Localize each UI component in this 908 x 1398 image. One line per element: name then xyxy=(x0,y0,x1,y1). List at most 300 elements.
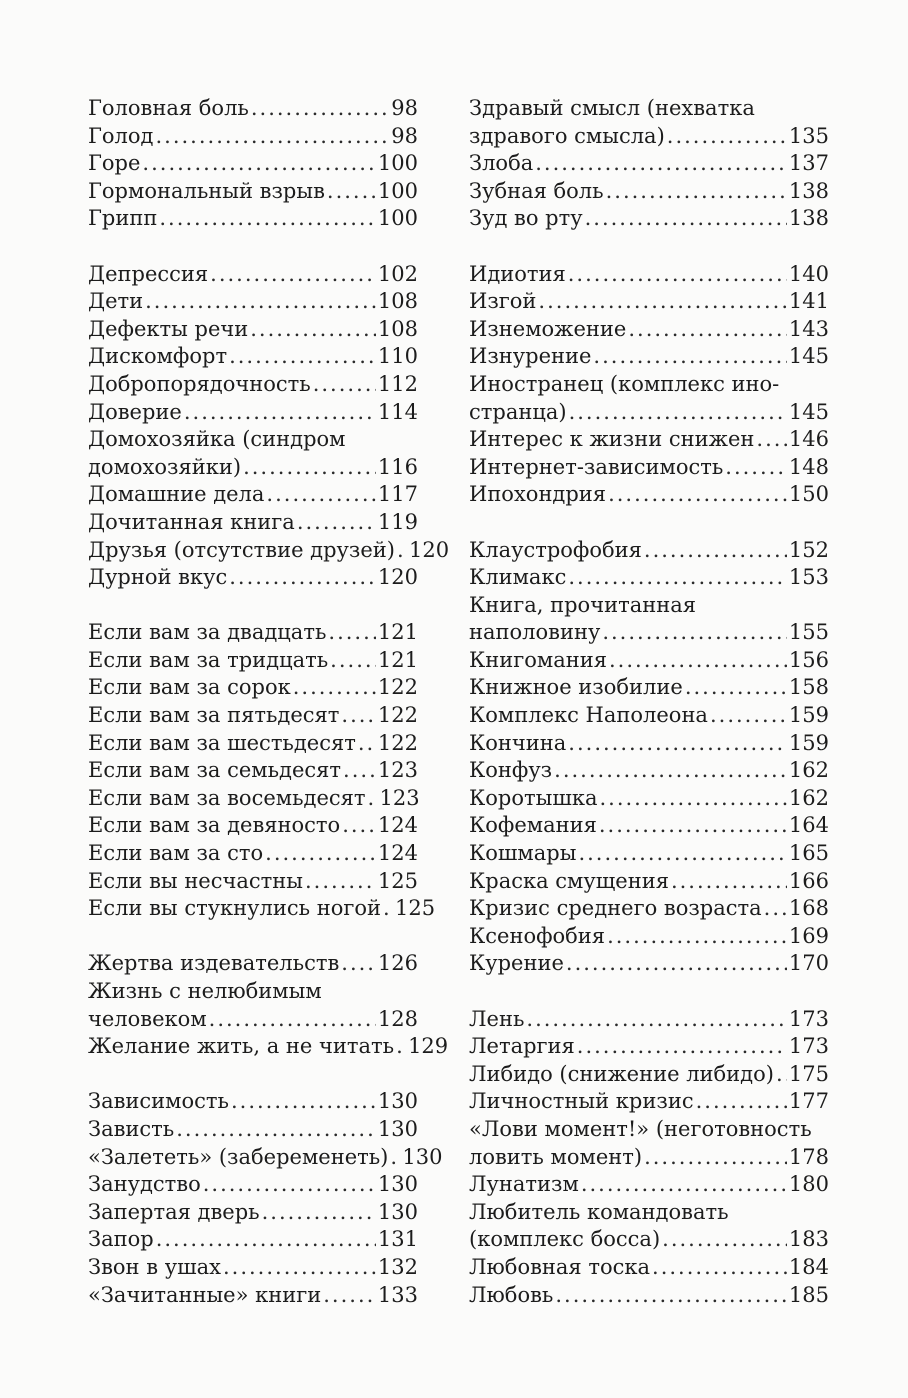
index-entry-page: 119 xyxy=(377,509,418,534)
index-entry-page: 148 xyxy=(788,454,829,479)
index-entry-label: домохозяйки) xyxy=(88,454,242,479)
dot-leader xyxy=(608,481,787,509)
index-entry-page: 138 xyxy=(788,178,829,203)
dot-leader xyxy=(764,895,787,923)
index-entry xyxy=(469,1088,829,1116)
index-entry-label: «Залететь» (забеременеть) xyxy=(88,1144,389,1169)
index-entry-page: 100 xyxy=(377,151,418,176)
index-entry-label: Книгомания xyxy=(469,647,607,672)
index-entry xyxy=(88,1199,418,1227)
dot-leader xyxy=(229,343,376,371)
index-entry-page: 110 xyxy=(377,344,418,369)
index-entry xyxy=(88,1282,418,1310)
index-entry-label: Идиотия xyxy=(469,261,566,286)
index-entry-label: Зависть xyxy=(88,1116,175,1141)
index-entry xyxy=(88,1006,418,1034)
index-entry-page: 129 xyxy=(408,1034,449,1059)
index-entry xyxy=(88,619,418,647)
index-entry-label: Здравый смысл (нехватка xyxy=(469,96,755,120)
dot-leader xyxy=(671,868,787,896)
index-entry-page: 108 xyxy=(377,316,418,341)
dot-leader xyxy=(568,730,787,758)
index-entry-page: 132 xyxy=(377,1254,418,1279)
index-entry-page: 131 xyxy=(377,1227,418,1252)
dot-leader xyxy=(243,454,376,482)
dot-leader xyxy=(390,1144,400,1172)
index-entry-page: 153 xyxy=(788,565,829,590)
index-entry xyxy=(469,261,829,289)
dot-leader xyxy=(184,399,376,427)
index-entry-page: 125 xyxy=(395,896,436,921)
index-entry xyxy=(88,1033,449,1061)
dot-leader xyxy=(526,1006,787,1034)
index-entry-page: 128 xyxy=(377,1006,418,1031)
dot-leader xyxy=(538,288,786,316)
dot-leader xyxy=(293,674,376,702)
index-entry-page: 158 xyxy=(788,675,829,700)
dot-leader xyxy=(725,454,787,482)
index-entry xyxy=(469,399,829,427)
index-entry xyxy=(469,178,829,206)
index-entry-page: 108 xyxy=(377,289,418,314)
index-entry-page: 180 xyxy=(788,1172,829,1197)
index-entry-label: ловить момент) xyxy=(469,1144,643,1169)
index-entry xyxy=(469,205,829,233)
index-entry xyxy=(88,288,418,316)
index-entry-label: Друзья (отсутствие друзей) xyxy=(88,537,395,562)
index-entry xyxy=(88,537,450,565)
index-entry xyxy=(88,123,418,151)
index-entry-label: Домашние дела xyxy=(88,482,265,507)
index-entry-page: 133 xyxy=(377,1282,418,1307)
dot-leader xyxy=(397,537,407,565)
index-entry-page: 120 xyxy=(408,537,450,562)
dot-leader xyxy=(209,1006,376,1034)
index-entry-page: 173 xyxy=(788,1034,829,1059)
index-entry-page: 130 xyxy=(377,1172,418,1197)
index-entry-label: Зуд во рту xyxy=(469,206,583,231)
index-entry xyxy=(469,1226,829,1254)
index-entry-page: 162 xyxy=(788,758,829,783)
index-entry-label: Если вы несчастны xyxy=(88,868,303,893)
dot-leader xyxy=(203,1171,376,1199)
index-entry xyxy=(469,481,829,509)
dot-leader xyxy=(341,702,376,730)
index-entry xyxy=(469,1282,829,1310)
index-entry-page: 124 xyxy=(377,841,418,866)
dot-leader xyxy=(696,1088,787,1116)
dot-leader xyxy=(330,647,376,675)
index-entry-label: Любитель командовать xyxy=(469,1199,729,1224)
index-entry-page: 100 xyxy=(377,178,418,203)
index-entry-label: Изнеможение xyxy=(469,316,627,341)
index-entry-label: Если вам за пятьдесят xyxy=(88,703,340,728)
index-entry xyxy=(469,923,829,951)
index-entry xyxy=(469,730,829,758)
dot-leader xyxy=(343,757,376,785)
index-entry-page: 120 xyxy=(377,565,418,590)
index-entry-page: 170 xyxy=(788,951,829,976)
index-entry-page: 122 xyxy=(377,730,418,755)
dot-leader xyxy=(223,1254,376,1282)
dot-leader xyxy=(297,509,376,537)
dot-leader xyxy=(710,702,787,730)
dot-leader xyxy=(155,123,389,151)
index-entry-label: Личностный кризис xyxy=(469,1089,694,1114)
index-entry xyxy=(469,564,829,592)
index-entry-label: Если вам за сто xyxy=(88,841,264,866)
index-entry-label: Дефекты речи xyxy=(88,316,249,341)
index-entry xyxy=(88,205,418,233)
dot-leader xyxy=(644,1144,787,1172)
index-entry-page: 122 xyxy=(377,703,418,728)
dot-leader xyxy=(250,316,376,344)
index-entry-label: Запор xyxy=(88,1227,154,1252)
index-entry-page: 145 xyxy=(788,399,829,424)
index-entry xyxy=(469,1171,829,1199)
index-entry-page: 166 xyxy=(788,868,829,893)
index-entry-page: 183 xyxy=(788,1227,829,1252)
index-entry-label: странца) xyxy=(469,399,567,424)
index-entry-label: Лень xyxy=(469,1006,525,1031)
index-entry-label: Кошмары xyxy=(469,841,577,866)
index-entry-page: 178 xyxy=(788,1144,829,1169)
dot-leader xyxy=(662,1226,787,1254)
index-entry xyxy=(469,288,829,316)
index-entry-page: 141 xyxy=(788,289,829,314)
index-entry-label: Конфуз xyxy=(469,758,553,783)
index-entry-page: 152 xyxy=(788,537,829,562)
index-entry xyxy=(88,343,418,371)
dot-leader xyxy=(341,950,376,978)
index-entry-label: Добропорядочность xyxy=(88,371,311,396)
index-entry-page: 143 xyxy=(788,316,829,341)
index-entry-page: 185 xyxy=(788,1282,829,1307)
index-entry-label: «Зачитанные» книги xyxy=(88,1282,322,1307)
index-entry xyxy=(88,454,418,482)
index-entry-page: 117 xyxy=(377,482,418,507)
dot-leader xyxy=(568,564,787,592)
index-entry xyxy=(88,1116,418,1144)
index-entry xyxy=(88,868,418,896)
index-entry-label: Книга, прочитанная xyxy=(469,592,696,617)
dot-leader xyxy=(176,1116,376,1144)
index-entry xyxy=(88,730,418,758)
index-entry-label: человеком xyxy=(88,1006,207,1031)
dot-leader xyxy=(593,343,786,371)
index-entry-page: 159 xyxy=(788,730,829,755)
index-entry-label: Клаустрофобия xyxy=(469,537,642,562)
index-entry xyxy=(469,1254,829,1282)
index-entry-page: 112 xyxy=(377,371,418,396)
index-entry-label: Если вам за сорок xyxy=(88,675,291,700)
dot-leader xyxy=(756,426,787,454)
index-entry xyxy=(88,95,418,123)
index-entry-label: Звон в ушах xyxy=(88,1254,221,1279)
dot-leader xyxy=(566,950,787,978)
index-entry-label: Лунатизм xyxy=(469,1172,579,1197)
index-entry-label: Ипохондрия xyxy=(469,482,607,507)
index-entry xyxy=(88,481,418,509)
index-entry xyxy=(469,895,829,923)
index-entry-label: Либидо (снижение либидо) xyxy=(469,1061,774,1086)
dot-leader xyxy=(599,812,787,840)
index-entry-label: Краска смущения xyxy=(469,868,669,893)
index-entry-label: Запертая дверь xyxy=(88,1199,260,1224)
index-entry-label: Дурной вкус xyxy=(88,565,228,590)
dot-leader xyxy=(156,1226,376,1254)
index-entry-label: Домохозяйка (синдром xyxy=(88,427,346,452)
index-entry-label: Если вам за восемьдесят xyxy=(88,785,366,810)
index-entry-page: 159 xyxy=(788,703,829,728)
index-entry-page: 122 xyxy=(377,675,418,700)
index-entry-page: 169 xyxy=(788,923,829,948)
index-entry-label: здравого смысла) xyxy=(469,123,665,148)
dot-leader xyxy=(358,730,376,758)
index-entry-page: 137 xyxy=(788,151,829,176)
index-entry-label: Изнурение xyxy=(469,344,592,369)
dot-leader xyxy=(555,1282,787,1310)
index-entry-label: Если вам за шестьдесят xyxy=(88,730,356,755)
index-entry-page: 156 xyxy=(788,647,829,672)
index-entry-label: Головная боль xyxy=(88,96,249,120)
dot-leader xyxy=(313,371,376,399)
index-entry-label: Дискомфорт xyxy=(88,344,228,369)
index-entry-page: 98 xyxy=(391,123,418,148)
index-entry-label: Комплекс Наполеона xyxy=(469,703,708,728)
index-entry xyxy=(469,950,829,978)
index-entry xyxy=(469,150,829,178)
dot-leader xyxy=(383,895,393,923)
dot-leader xyxy=(342,812,376,840)
index-entry-label: «Лови момент!» (неготовность xyxy=(469,1116,812,1141)
dot-leader xyxy=(305,868,376,896)
index-entry xyxy=(88,812,418,840)
index-entry xyxy=(469,1144,829,1172)
dot-leader xyxy=(535,150,787,178)
index-entry-label: Если вы стукнулись ногой xyxy=(88,896,382,921)
index-entry-label: Летаргия xyxy=(469,1034,575,1059)
index-entry-page: 138 xyxy=(788,206,829,231)
index-entry xyxy=(88,509,418,537)
index-entry xyxy=(469,343,829,371)
index-entry xyxy=(88,261,418,289)
index-entry xyxy=(469,537,829,565)
index-entry xyxy=(469,868,829,896)
index-entry-label: Климакс xyxy=(469,565,567,590)
index-entry xyxy=(469,785,829,813)
index-entry-label: Кофемания xyxy=(469,813,597,838)
dot-leader xyxy=(585,205,787,233)
index-entry-label: Если вам за двадцать xyxy=(88,620,327,645)
index-entry-label: Кризис среднего возраста xyxy=(469,896,762,921)
index-entry-label: Дочитанная книга xyxy=(88,509,295,534)
dot-leader xyxy=(578,840,786,868)
index-entry-label: наполовину xyxy=(469,620,601,645)
dot-leader xyxy=(210,261,376,289)
index-entry-label: Зубная боль xyxy=(469,178,604,203)
index-entry-page: 121 xyxy=(377,647,418,672)
index-entry xyxy=(469,647,829,675)
index-entry-label: Гормональный взрыв xyxy=(88,178,325,203)
index-entry-page: 168 xyxy=(788,896,829,921)
index-entry-page: 155 xyxy=(788,620,829,645)
dot-leader xyxy=(606,178,787,206)
index-entry-page: 130 xyxy=(377,1089,418,1114)
index-entry-label: Злоба xyxy=(469,151,534,176)
index-entry-label: Желание жить, а не читать xyxy=(88,1034,395,1059)
index-entry xyxy=(88,702,418,730)
dot-leader xyxy=(328,619,376,647)
index-entry-page: 100 xyxy=(377,206,418,231)
dot-leader xyxy=(265,840,376,868)
index-entry-page: 145 xyxy=(788,344,829,369)
index-entry xyxy=(469,1033,829,1061)
dot-leader xyxy=(266,481,375,509)
index-entry-label: Доверие xyxy=(88,399,182,424)
index-entry-page: 177 xyxy=(788,1089,829,1114)
index-entry-page: 124 xyxy=(377,813,418,838)
index-entry-page: 126 xyxy=(377,951,418,976)
index-entry-label: Ксенофобия xyxy=(469,923,606,948)
index-entry-page: 164 xyxy=(788,813,829,838)
index-entry xyxy=(88,1254,418,1282)
index-entry xyxy=(469,812,829,840)
index-entry-label: Зависимость xyxy=(88,1089,229,1114)
index-entry-label: Жертва издевательств xyxy=(88,951,340,976)
dot-leader xyxy=(554,757,787,785)
index-entry xyxy=(88,564,418,592)
index-entry-page: 173 xyxy=(788,1006,829,1031)
index-entry-label: Иностранец (комплекс ино- xyxy=(469,371,780,396)
dot-leader xyxy=(327,178,376,206)
index-entry xyxy=(469,674,829,702)
index-entry-page: 140 xyxy=(788,261,829,286)
index-entry-label: Интернет-зависимость xyxy=(469,454,724,479)
dot-leader xyxy=(607,923,787,951)
dot-leader xyxy=(145,288,376,316)
index-entry-label: Интерес к жизни снижен xyxy=(469,427,755,452)
index-entry xyxy=(469,757,829,785)
index-entry xyxy=(469,426,829,454)
index-entry-page: 123 xyxy=(379,785,420,810)
index-entry xyxy=(88,316,418,344)
index-entry xyxy=(88,950,418,978)
dot-leader xyxy=(323,1282,376,1310)
index-entry-page: 165 xyxy=(788,841,829,866)
dot-leader xyxy=(251,95,389,123)
index-entry xyxy=(88,371,418,399)
dot-leader xyxy=(396,1033,406,1061)
index-entry-page: 162 xyxy=(788,785,829,810)
index-entry xyxy=(469,316,829,344)
dot-leader xyxy=(229,564,376,592)
index-entry xyxy=(88,1144,443,1172)
dot-leader xyxy=(602,619,787,647)
index-entry-label: Любовь xyxy=(469,1282,554,1307)
index-entry xyxy=(88,757,418,785)
index-entry xyxy=(88,785,418,813)
index-entry-page: 123 xyxy=(377,758,418,783)
index-entry xyxy=(88,895,436,923)
index-entry xyxy=(469,1061,829,1089)
index-entry-label: Коротышка xyxy=(469,785,598,810)
index-entry-label: Книжное изобилие xyxy=(469,675,683,700)
index-entry-page: 125 xyxy=(377,868,418,893)
index-entry-page: 150 xyxy=(788,482,829,507)
dot-leader xyxy=(159,205,376,233)
dot-leader xyxy=(568,261,787,289)
dot-leader xyxy=(776,1061,787,1089)
index-entry-page: 130 xyxy=(377,1199,418,1224)
index-entry-label: Голод xyxy=(88,123,154,148)
index-entry-page: 130 xyxy=(402,1144,443,1169)
index-entry-page: 130 xyxy=(377,1116,418,1141)
index-entry-label: Занудство xyxy=(88,1172,201,1197)
dot-leader xyxy=(685,674,787,702)
index-entry-page: 121 xyxy=(377,620,418,645)
index-entry xyxy=(469,1006,829,1034)
index-entry-page: 135 xyxy=(788,123,829,148)
index-entry xyxy=(88,178,418,206)
index-entry xyxy=(88,840,418,868)
index-entry-label: Горе xyxy=(88,151,141,176)
index-entry xyxy=(469,840,829,868)
index-entry-label: Если вам за девяносто xyxy=(88,813,341,838)
index-entry-label: Любовная тоска xyxy=(469,1254,651,1279)
index-entry-page: 175 xyxy=(788,1061,829,1086)
index-entry-label: Курение xyxy=(469,951,564,976)
index-entry xyxy=(469,454,829,482)
index-entry-label: Депрессия xyxy=(88,261,209,286)
index-entry-page: 116 xyxy=(377,454,418,479)
dot-leader xyxy=(652,1254,787,1282)
index-entry-page: 102 xyxy=(377,261,418,286)
index-entry-label: Дети xyxy=(88,289,144,314)
index-entry-label: Если вам за тридцать xyxy=(88,647,329,672)
dot-leader xyxy=(231,1088,376,1116)
index-entry xyxy=(88,647,418,675)
index-column-left xyxy=(88,95,450,1309)
index-entry xyxy=(88,399,418,427)
dot-leader xyxy=(599,785,786,813)
index-entry-page: 98 xyxy=(391,96,418,120)
dot-leader xyxy=(628,316,787,344)
index-entry-page: 184 xyxy=(788,1254,829,1279)
dot-leader xyxy=(368,785,378,813)
dot-leader xyxy=(577,1033,787,1061)
index-entry xyxy=(469,619,829,647)
dot-leader xyxy=(142,150,375,178)
dot-leader xyxy=(569,399,787,427)
index-entry xyxy=(88,1088,418,1116)
dot-leader xyxy=(667,123,787,151)
index-entry xyxy=(469,702,829,730)
index-entry-label: Если вам за семьдесят xyxy=(88,758,342,783)
index-entry-label: Изгой xyxy=(469,289,537,314)
index-entry-label: Жизнь с нелюбимым xyxy=(88,979,322,1003)
index-entry xyxy=(469,123,829,151)
dot-leader xyxy=(609,647,787,675)
index-entry-label: Грипп xyxy=(88,206,158,231)
index-entry xyxy=(88,1226,418,1254)
dot-leader xyxy=(644,537,787,565)
index-entry-page: 114 xyxy=(377,399,418,424)
dot-leader xyxy=(262,1199,376,1227)
index-entry xyxy=(88,150,418,178)
index-entry-page: 146 xyxy=(788,427,829,452)
index-entry-label: Кончина xyxy=(469,730,567,755)
